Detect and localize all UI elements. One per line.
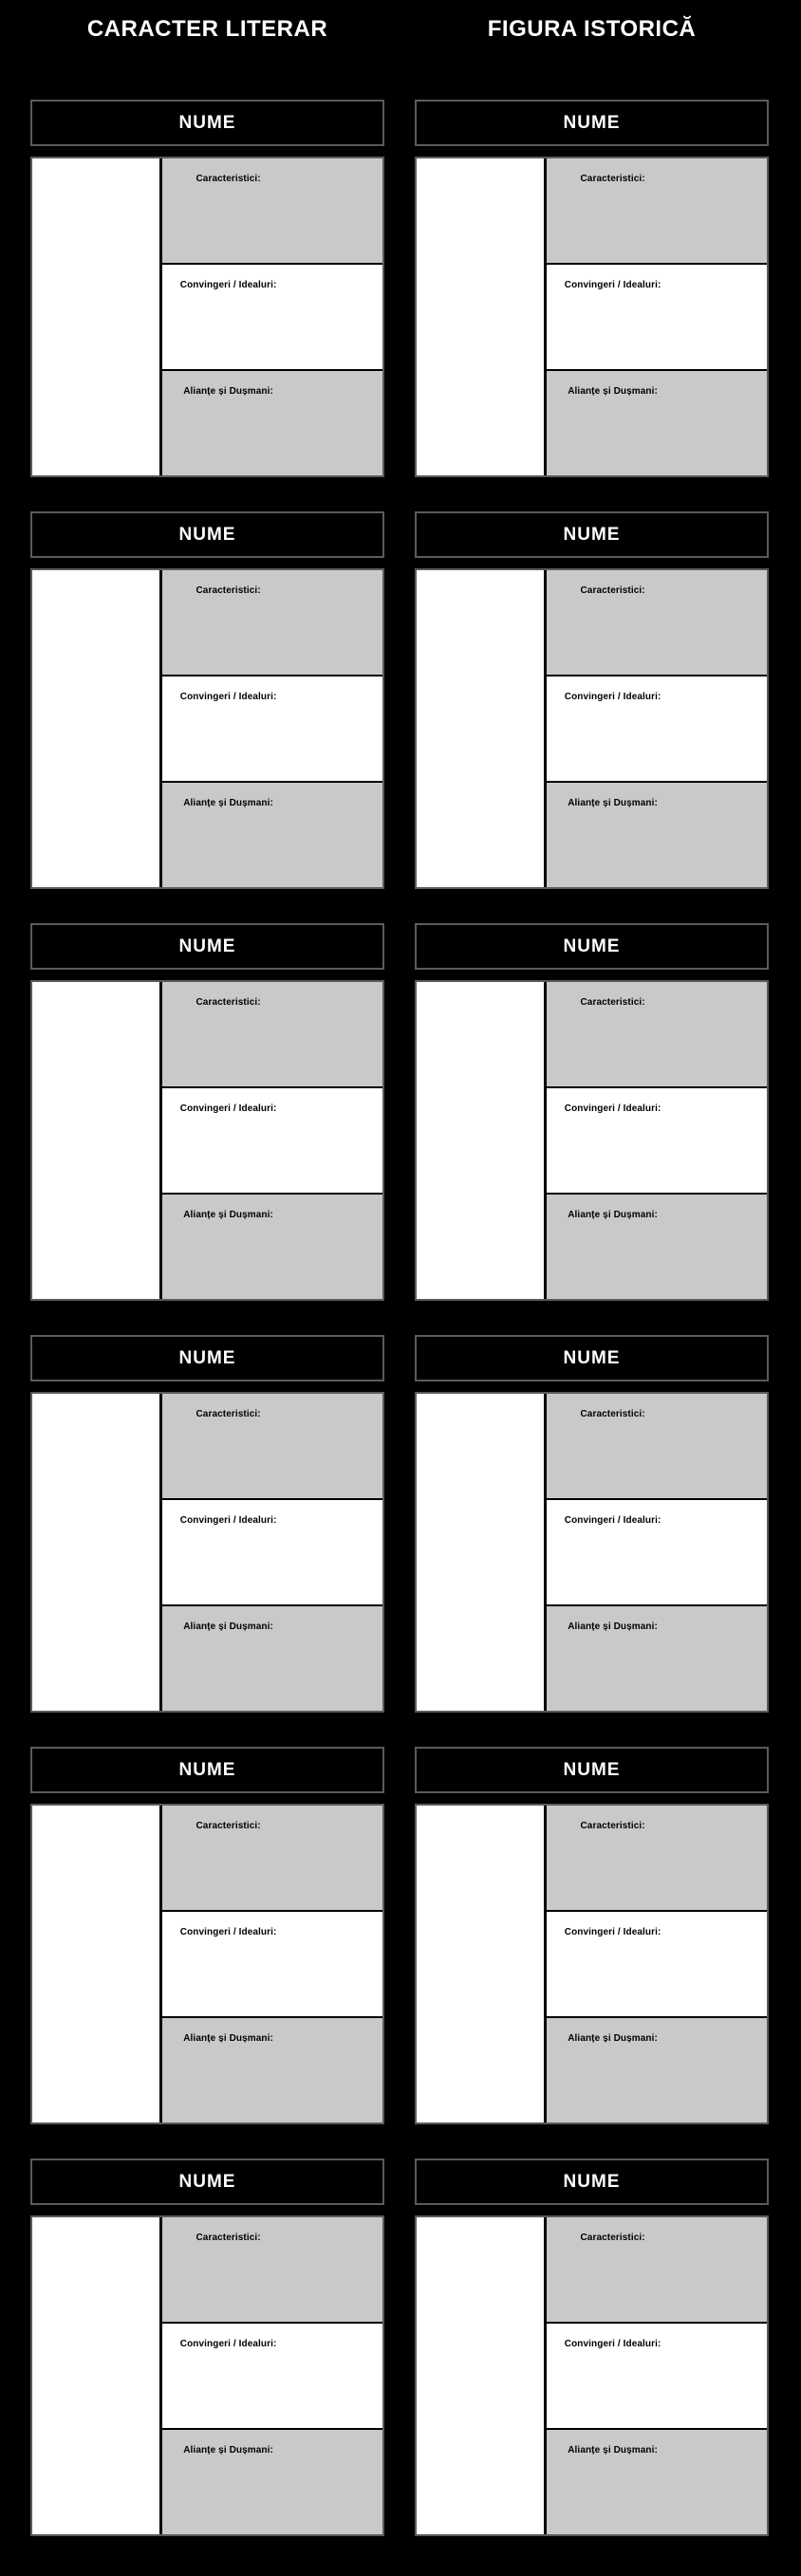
- portrait-box[interactable]: [32, 570, 162, 887]
- alliances-enemies-field[interactable]: [547, 781, 767, 887]
- name-field[interactable]: [30, 923, 384, 970]
- alliances-enemies-label: Alianțe și Dușmani:: [568, 2033, 658, 2044]
- characteristics-field[interactable]: [547, 570, 767, 675]
- characteristics-label: Caracteristici:: [196, 1409, 261, 1419]
- card-sections: [547, 982, 767, 1299]
- portrait-box[interactable]: [32, 2217, 162, 2534]
- characteristics-label: Caracteristici:: [580, 174, 645, 184]
- character-card: [415, 100, 769, 477]
- name-field-label: NUME: [178, 2171, 236, 2192]
- beliefs-ideals-label: Convingeri / Idealuri:: [179, 2339, 277, 2349]
- character-card: [415, 511, 769, 889]
- characteristics-field[interactable]: [162, 982, 382, 1086]
- character-map-cell: [30, 1804, 384, 2124]
- alliances-enemies-field[interactable]: [162, 2016, 382, 2122]
- name-field-label: NUME: [563, 936, 621, 956]
- characteristics-label: Caracteristici:: [580, 997, 645, 1008]
- beliefs-ideals-field[interactable]: [547, 1910, 767, 2016]
- beliefs-ideals-label: Convingeri / Idealuri:: [179, 1515, 277, 1526]
- alliances-enemies-label: Alianțe și Dușmani:: [183, 798, 273, 808]
- characteristics-field[interactable]: [547, 158, 767, 263]
- characteristics-label: Caracteristici:: [580, 1409, 645, 1419]
- card-sections: [162, 982, 382, 1299]
- character-map-cell: [415, 157, 769, 477]
- character-card: [30, 923, 384, 1301]
- character-map-cell: [30, 157, 384, 477]
- characteristics-field[interactable]: [547, 1806, 767, 1910]
- name-field[interactable]: [30, 1335, 384, 1381]
- alliances-enemies-label: Alianțe și Dușmani:: [183, 386, 273, 397]
- portrait-box[interactable]: [417, 2217, 547, 2534]
- card-sections: [162, 158, 382, 475]
- alliances-enemies-label: Alianțe și Dușmani:: [183, 2445, 273, 2456]
- name-field-label: NUME: [178, 1347, 236, 1368]
- character-map-cell: [415, 1392, 769, 1713]
- name-field-label: NUME: [563, 1347, 621, 1368]
- alliances-enemies-field[interactable]: [162, 369, 382, 475]
- beliefs-ideals-field[interactable]: [547, 1086, 767, 1193]
- beliefs-ideals-field[interactable]: [162, 263, 382, 369]
- alliances-enemies-label: Alianțe și Dușmani:: [568, 2445, 658, 2456]
- card-sections: [162, 570, 382, 887]
- portrait-box[interactable]: [32, 1394, 162, 1711]
- character-card: [30, 511, 384, 889]
- character-card: [30, 2159, 384, 2536]
- character-card: [30, 1747, 384, 2124]
- character-map-cell: [415, 980, 769, 1301]
- name-field[interactable]: [415, 100, 769, 146]
- beliefs-ideals-label: Convingeri / Idealuri:: [179, 280, 277, 290]
- card-sections: [162, 2217, 382, 2534]
- name-field[interactable]: [415, 923, 769, 970]
- name-field[interactable]: [30, 1747, 384, 1793]
- alliances-enemies-field[interactable]: [162, 1604, 382, 1711]
- name-field-label: NUME: [563, 524, 621, 545]
- characteristics-label: Caracteristici:: [580, 585, 645, 596]
- column-titles: [30, 0, 769, 100]
- name-field[interactable]: [415, 1335, 769, 1381]
- name-field-label: NUME: [178, 524, 236, 545]
- characteristics-label: Caracteristici:: [580, 2233, 645, 2243]
- alliances-enemies-label: Alianțe și Dușmani:: [568, 1622, 658, 1632]
- character-map-cell: [30, 2215, 384, 2536]
- characteristics-label: Caracteristici:: [196, 997, 261, 1008]
- beliefs-ideals-field[interactable]: [547, 675, 767, 781]
- portrait-box[interactable]: [32, 982, 162, 1299]
- portrait-box[interactable]: [32, 158, 162, 475]
- name-field-label: NUME: [563, 1759, 621, 1780]
- name-field[interactable]: [30, 2159, 384, 2205]
- card-sections: [547, 1806, 767, 2122]
- card-sections: [162, 1394, 382, 1711]
- character-map-cell: [415, 2215, 769, 2536]
- alliances-enemies-label: Alianțe și Dușmani:: [183, 1210, 273, 1220]
- characteristics-label: Caracteristici:: [196, 585, 261, 596]
- alliances-enemies-label: Alianțe și Dușmani:: [568, 798, 658, 808]
- beliefs-ideals-label: Convingeri / Idealuri:: [179, 1103, 277, 1114]
- alliances-enemies-field[interactable]: [162, 1193, 382, 1299]
- alliances-enemies-field[interactable]: [547, 2016, 767, 2122]
- name-field[interactable]: [415, 511, 769, 558]
- portrait-box[interactable]: [417, 982, 547, 1299]
- name-field[interactable]: [30, 100, 384, 146]
- character-card: [415, 2159, 769, 2536]
- card-sections: [547, 158, 767, 475]
- characteristics-field[interactable]: [547, 2217, 767, 2322]
- name-field-label: NUME: [178, 112, 236, 133]
- alliances-enemies-field[interactable]: [547, 369, 767, 475]
- characteristics-field[interactable]: [162, 158, 382, 263]
- name-field-label: NUME: [563, 112, 621, 133]
- character-card: [415, 1747, 769, 2124]
- name-field[interactable]: [415, 1747, 769, 1793]
- beliefs-ideals-field[interactable]: [162, 2322, 382, 2428]
- characteristics-label: Caracteristici:: [196, 174, 261, 184]
- characteristics-label: Caracteristici:: [196, 2233, 261, 2243]
- column-title-literary-character: CARACTER LITERAR: [86, 16, 328, 42]
- alliances-enemies-label: Alianțe și Dușmani:: [568, 1210, 658, 1220]
- alliances-enemies-field[interactable]: [162, 2428, 382, 2534]
- characteristics-field[interactable]: [162, 1394, 382, 1498]
- beliefs-ideals-field[interactable]: [547, 2322, 767, 2428]
- characteristics-field[interactable]: [162, 1806, 382, 1910]
- alliances-enemies-field[interactable]: [162, 781, 382, 887]
- character-map-cell: [30, 1392, 384, 1713]
- beliefs-ideals-label: Convingeri / Idealuri:: [179, 1927, 277, 1937]
- beliefs-ideals-field[interactable]: [547, 263, 767, 369]
- portrait-box[interactable]: [417, 158, 547, 475]
- card-sections: [547, 2217, 767, 2534]
- name-field[interactable]: [30, 511, 384, 558]
- portrait-box[interactable]: [32, 1806, 162, 2122]
- beliefs-ideals-label: Convingeri / Idealuri:: [564, 1103, 661, 1114]
- card-sections: [162, 1806, 382, 2122]
- beliefs-ideals-label: Convingeri / Idealuri:: [564, 692, 661, 702]
- beliefs-ideals-field[interactable]: [162, 675, 382, 781]
- character-map-cell: [415, 568, 769, 889]
- alliances-enemies-field[interactable]: [547, 2428, 767, 2534]
- column-title-historical-figure: FIGURA ISTORICĂ: [487, 16, 697, 42]
- characteristics-label: Caracteristici:: [196, 1821, 261, 1831]
- name-field-label: NUME: [563, 2171, 621, 2192]
- character-map-cell: [30, 980, 384, 1301]
- characteristics-field[interactable]: [547, 1394, 767, 1498]
- beliefs-ideals-field[interactable]: [162, 1910, 382, 2016]
- character-map-cell: [30, 568, 384, 889]
- alliances-enemies-label: Alianțe și Dușmani:: [568, 386, 658, 397]
- beliefs-ideals-label: Convingeri / Idealuri:: [564, 2339, 661, 2349]
- name-field-label: NUME: [178, 1759, 236, 1780]
- cards-grid: [30, 100, 769, 2536]
- alliances-enemies-label: Alianțe și Dușmani:: [183, 2033, 273, 2044]
- characteristics-field[interactable]: [162, 2217, 382, 2322]
- beliefs-ideals-label: Convingeri / Idealuri:: [564, 1515, 661, 1526]
- name-field[interactable]: [415, 2159, 769, 2205]
- beliefs-ideals-label: Convingeri / Idealuri:: [564, 280, 661, 290]
- characteristics-label: Caracteristici:: [580, 1821, 645, 1831]
- character-card: [30, 100, 384, 477]
- character-card: [30, 1335, 384, 1713]
- beliefs-ideals-field[interactable]: [162, 1086, 382, 1193]
- name-field-label: NUME: [178, 936, 236, 956]
- characteristics-field[interactable]: [547, 982, 767, 1086]
- card-sections: [547, 1394, 767, 1711]
- portrait-box[interactable]: [417, 1394, 547, 1711]
- alliances-enemies-field[interactable]: [547, 1193, 767, 1299]
- beliefs-ideals-label: Convingeri / Idealuri:: [179, 692, 277, 702]
- beliefs-ideals-field[interactable]: [547, 1498, 767, 1604]
- character-card: [415, 923, 769, 1301]
- alliances-enemies-label: Alianțe și Dușmani:: [183, 1622, 273, 1632]
- beliefs-ideals-field[interactable]: [162, 1498, 382, 1604]
- character-map-cell: [415, 1804, 769, 2124]
- beliefs-ideals-label: Convingeri / Idealuri:: [564, 1927, 661, 1937]
- card-sections: [547, 570, 767, 887]
- characteristics-field[interactable]: [162, 570, 382, 675]
- character-card: [415, 1335, 769, 1713]
- portrait-box[interactable]: [417, 570, 547, 887]
- portrait-box[interactable]: [417, 1806, 547, 2122]
- alliances-enemies-field[interactable]: [547, 1604, 767, 1711]
